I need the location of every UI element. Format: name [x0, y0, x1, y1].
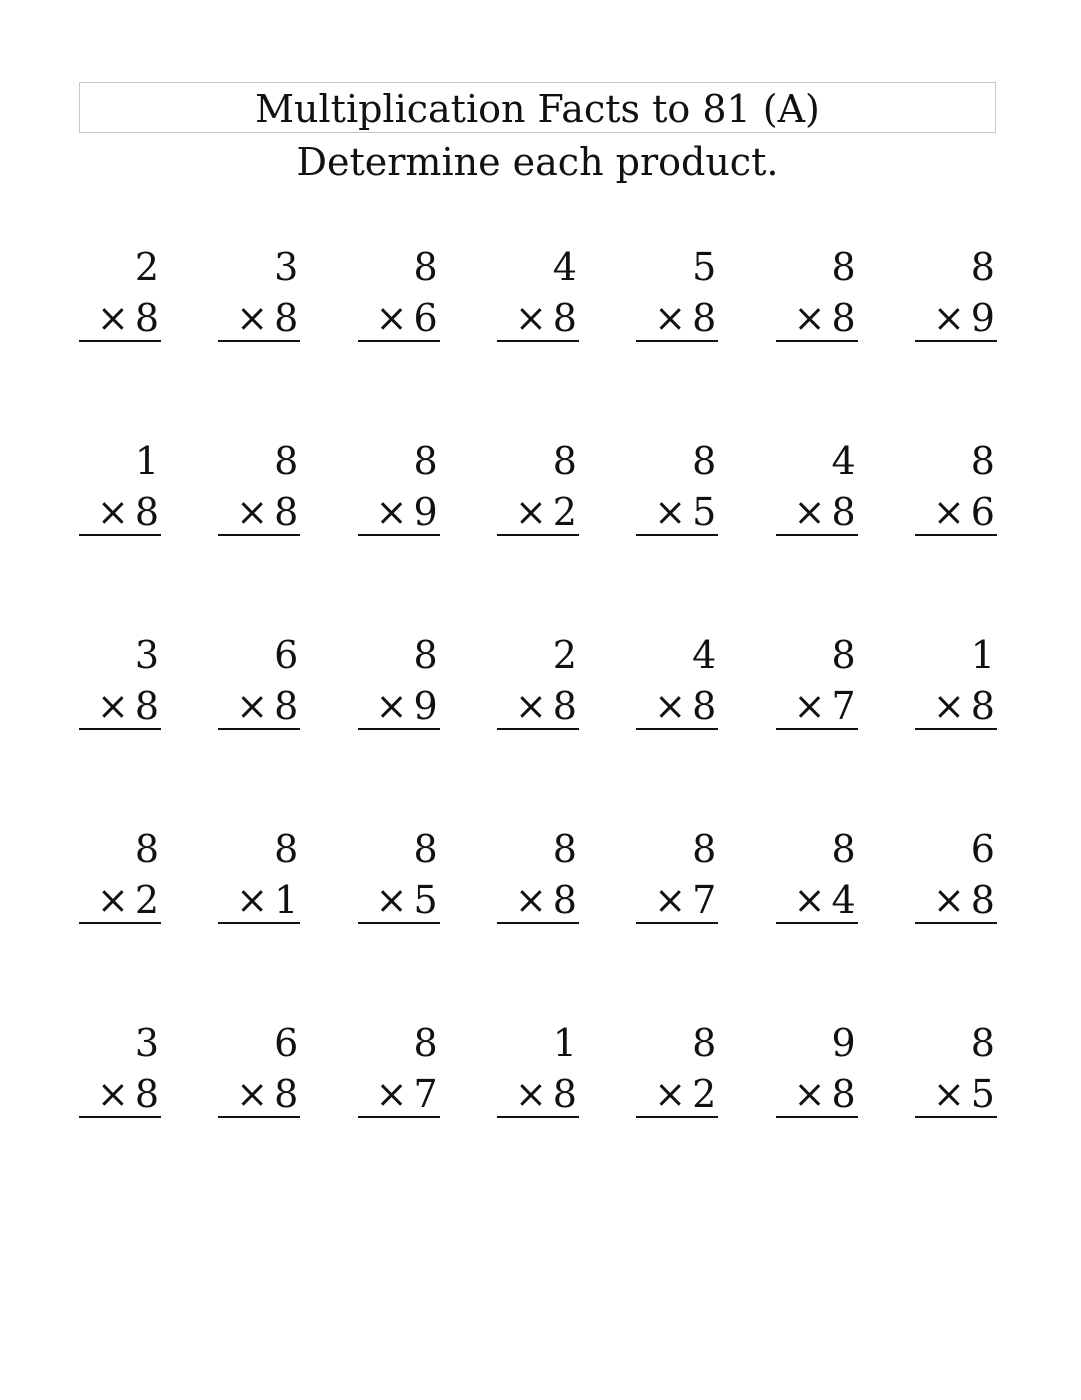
answer-line: [497, 534, 579, 536]
multiplier-line: [794, 293, 856, 343]
answer-line: [915, 728, 997, 730]
answer-line: [776, 340, 858, 342]
multiplier: 2: [134, 878, 159, 922]
multiplication-problem: [358, 436, 440, 538]
multiplication-problem: [915, 630, 997, 732]
multiplicand: 1: [552, 1021, 577, 1065]
times-sign: ×: [375, 878, 408, 922]
multiplier: 8: [134, 296, 159, 340]
multiplier-line: [654, 681, 716, 731]
answer-line: [497, 340, 579, 342]
multiplicand: 8: [413, 633, 438, 677]
multiplier: 4: [831, 878, 856, 922]
multiplication-problem: [358, 630, 440, 732]
multiplication-problem: [915, 824, 997, 926]
answer-line: [358, 922, 440, 924]
answer-line: [915, 922, 997, 924]
answer-line: [636, 728, 718, 730]
multiplier-line: [933, 293, 995, 343]
times-sign: ×: [932, 1072, 965, 1116]
multiplication-problem: [218, 436, 300, 538]
multiplier: 8: [134, 684, 159, 728]
multiplicand: 8: [692, 827, 717, 871]
answer-line: [915, 340, 997, 342]
times-sign: ×: [932, 490, 965, 534]
multiplier-line: [376, 681, 438, 731]
multiplier-line: [97, 681, 159, 731]
multiplicand: 8: [692, 439, 717, 483]
multiplication-problem: [915, 242, 997, 344]
answer-line: [776, 728, 858, 730]
multiplicand: 8: [831, 827, 856, 871]
multiplicand: 6: [274, 633, 299, 677]
multiplier-line: [794, 1069, 856, 1119]
multiplication-problem: [218, 1018, 300, 1120]
answer-line: [79, 1116, 161, 1118]
worksheet-title: Multiplication Facts to 81 (A): [255, 87, 820, 131]
multiplier-line: [933, 487, 995, 537]
multiplication-problem: [79, 824, 161, 926]
times-sign: ×: [932, 296, 965, 340]
multiplier: 9: [970, 296, 995, 340]
answer-line: [218, 922, 300, 924]
multiplicand: 6: [970, 827, 995, 871]
problem-row: [79, 436, 997, 538]
times-sign: ×: [932, 878, 965, 922]
multiplier-line: [515, 1069, 577, 1119]
times-sign: ×: [793, 684, 826, 728]
multiplication-problem: [79, 1018, 161, 1120]
answer-line: [497, 922, 579, 924]
multiplication-problem: [497, 242, 579, 344]
worksheet-instructions: Determine each product.: [296, 140, 779, 184]
answer-line: [358, 340, 440, 342]
times-sign: ×: [96, 684, 129, 728]
multiplier: 8: [274, 684, 299, 728]
answer-line: [497, 1116, 579, 1118]
multiplier: 8: [274, 296, 299, 340]
multiplier-line: [515, 487, 577, 537]
multiplication-problem: [218, 630, 300, 732]
multiplier: 2: [552, 490, 577, 534]
times-sign: ×: [236, 684, 269, 728]
answer-line: [915, 534, 997, 536]
multiplier: 8: [552, 878, 577, 922]
multiplicand: 4: [692, 633, 717, 677]
multiplicand: 8: [552, 439, 577, 483]
multiplier-line: [794, 487, 856, 537]
times-sign: ×: [96, 490, 129, 534]
multiplier-line: [97, 875, 159, 925]
multiplier-line: [236, 681, 298, 731]
multiplier-line: [933, 1069, 995, 1119]
times-sign: ×: [236, 1072, 269, 1116]
multiplication-problem: [776, 1018, 858, 1120]
multiplication-problem: [358, 824, 440, 926]
times-sign: ×: [793, 1072, 826, 1116]
multiplier-line: [933, 875, 995, 925]
multiplicand: 8: [970, 1021, 995, 1065]
multiplier: 8: [134, 490, 159, 534]
times-sign: ×: [236, 878, 269, 922]
multiplier: 8: [831, 1072, 856, 1116]
times-sign: ×: [236, 296, 269, 340]
multiplicand: 3: [134, 1021, 159, 1065]
multiplier-line: [794, 875, 856, 925]
multiplicand: 8: [970, 439, 995, 483]
multiplier: 8: [831, 490, 856, 534]
multiplier: 7: [831, 684, 856, 728]
multiplicand: 8: [692, 1021, 717, 1065]
multiplier: 8: [970, 878, 995, 922]
multiplicand: 8: [413, 245, 438, 289]
multiplier-line: [515, 681, 577, 731]
answer-line: [218, 728, 300, 730]
multiplier-line: [515, 875, 577, 925]
answer-line: [79, 340, 161, 342]
times-sign: ×: [375, 490, 408, 534]
multiplication-problem: [79, 242, 161, 344]
multiplier-line: [933, 681, 995, 731]
multiplication-problem: [776, 630, 858, 732]
multiplier: 9: [413, 490, 438, 534]
multiplicand: 2: [134, 245, 159, 289]
multiplier: 1: [274, 878, 299, 922]
multiplier-line: [376, 487, 438, 537]
multiplication-problem: [218, 242, 300, 344]
answer-line: [636, 922, 718, 924]
multiplier-line: [654, 487, 716, 537]
multiplication-problem: [79, 630, 161, 732]
multiplier: 5: [692, 490, 717, 534]
multiplication-problem: [636, 1018, 718, 1120]
multiplication-problem: [636, 436, 718, 538]
times-sign: ×: [514, 684, 547, 728]
multiplier: 5: [413, 878, 438, 922]
times-sign: ×: [793, 878, 826, 922]
multiplicand: 1: [970, 633, 995, 677]
multiplier-line: [654, 1069, 716, 1119]
multiplier: 8: [692, 296, 717, 340]
multiplicand: 4: [552, 245, 577, 289]
multiplication-problem: [915, 436, 997, 538]
multiplicand: 8: [274, 439, 299, 483]
multiplier-line: [97, 293, 159, 343]
multiplier-line: [236, 487, 298, 537]
multiplication-problem: [776, 824, 858, 926]
answer-line: [358, 728, 440, 730]
answer-line: [79, 534, 161, 536]
times-sign: ×: [654, 878, 687, 922]
multiplier: 6: [413, 296, 438, 340]
multiplier: 8: [692, 684, 717, 728]
multiplication-problem: [218, 824, 300, 926]
multiplicand: 8: [134, 827, 159, 871]
multiplier: 2: [692, 1072, 717, 1116]
answer-line: [218, 534, 300, 536]
multiplication-problem: [915, 1018, 997, 1120]
multiplication-problem: [497, 824, 579, 926]
multiplication-problem: [358, 242, 440, 344]
multiplier: 8: [552, 1072, 577, 1116]
answer-line: [636, 534, 718, 536]
times-sign: ×: [375, 684, 408, 728]
answer-line: [636, 1116, 718, 1118]
times-sign: ×: [654, 1072, 687, 1116]
multiplier: 5: [970, 1072, 995, 1116]
multiplier-line: [236, 875, 298, 925]
multiplication-problem: [776, 242, 858, 344]
multiplicand: 8: [970, 245, 995, 289]
multiplicand: 9: [831, 1021, 856, 1065]
multiplier: 8: [552, 296, 577, 340]
multiplicand: 4: [831, 439, 856, 483]
multiplier-line: [376, 293, 438, 343]
answer-line: [218, 1116, 300, 1118]
multiplier-line: [654, 293, 716, 343]
multiplier: 9: [413, 684, 438, 728]
problem-row: [79, 630, 997, 732]
answer-line: [776, 534, 858, 536]
times-sign: ×: [514, 490, 547, 534]
multiplier: 8: [134, 1072, 159, 1116]
times-sign: ×: [514, 878, 547, 922]
problem-row: [79, 1018, 997, 1120]
multiplicand: 8: [413, 439, 438, 483]
times-sign: ×: [654, 684, 687, 728]
times-sign: ×: [514, 1072, 547, 1116]
multiplication-problem: [497, 1018, 579, 1120]
multiplication-problem: [636, 630, 718, 732]
times-sign: ×: [514, 296, 547, 340]
multiplier: 7: [413, 1072, 438, 1116]
multiplication-problem: [497, 630, 579, 732]
multiplicand: 8: [831, 245, 856, 289]
problem-grid: [79, 242, 997, 1212]
multiplier: 6: [970, 490, 995, 534]
multiplicand: 8: [552, 827, 577, 871]
multiplier: 8: [274, 1072, 299, 1116]
answer-line: [79, 922, 161, 924]
multiplicand: 1: [134, 439, 159, 483]
times-sign: ×: [96, 878, 129, 922]
multiplication-problem: [497, 436, 579, 538]
multiplication-problem: [79, 436, 161, 538]
multiplication-problem: [636, 824, 718, 926]
multiplier-line: [654, 875, 716, 925]
answer-line: [358, 534, 440, 536]
multiplier: 8: [552, 684, 577, 728]
multiplication-problem: [358, 1018, 440, 1120]
multiplier-line: [376, 875, 438, 925]
times-sign: ×: [96, 1072, 129, 1116]
answer-line: [497, 728, 579, 730]
problem-row: [79, 242, 997, 344]
times-sign: ×: [654, 490, 687, 534]
multiplicand: 3: [274, 245, 299, 289]
multiplicand: 6: [274, 1021, 299, 1065]
multiplier-line: [376, 1069, 438, 1119]
answer-line: [358, 1116, 440, 1118]
multiplier-line: [97, 1069, 159, 1119]
multiplier: 8: [970, 684, 995, 728]
times-sign: ×: [236, 490, 269, 534]
answer-line: [636, 340, 718, 342]
multiplicand: 8: [274, 827, 299, 871]
answer-line: [776, 1116, 858, 1118]
answer-line: [776, 922, 858, 924]
multiplier: 7: [692, 878, 717, 922]
times-sign: ×: [654, 296, 687, 340]
times-sign: ×: [932, 684, 965, 728]
times-sign: ×: [96, 296, 129, 340]
multiplicand: 3: [134, 633, 159, 677]
problem-row: [79, 824, 997, 926]
answer-line: [915, 1116, 997, 1118]
multiplicand: 8: [413, 827, 438, 871]
times-sign: ×: [375, 1072, 408, 1116]
multiplicand: 2: [552, 633, 577, 677]
multiplicand: 5: [692, 245, 717, 289]
multiplier: 8: [274, 490, 299, 534]
answer-line: [218, 340, 300, 342]
multiplication-problem: [776, 436, 858, 538]
multiplicand: 8: [413, 1021, 438, 1065]
times-sign: ×: [793, 490, 826, 534]
multiplicand: 8: [831, 633, 856, 677]
multiplier: 8: [831, 296, 856, 340]
times-sign: ×: [375, 296, 408, 340]
times-sign: ×: [793, 296, 826, 340]
multiplier-line: [236, 293, 298, 343]
multiplier-line: [236, 1069, 298, 1119]
multiplication-problem: [636, 242, 718, 344]
multiplier-line: [515, 293, 577, 343]
answer-line: [79, 728, 161, 730]
multiplier-line: [97, 487, 159, 537]
multiplier-line: [794, 681, 856, 731]
